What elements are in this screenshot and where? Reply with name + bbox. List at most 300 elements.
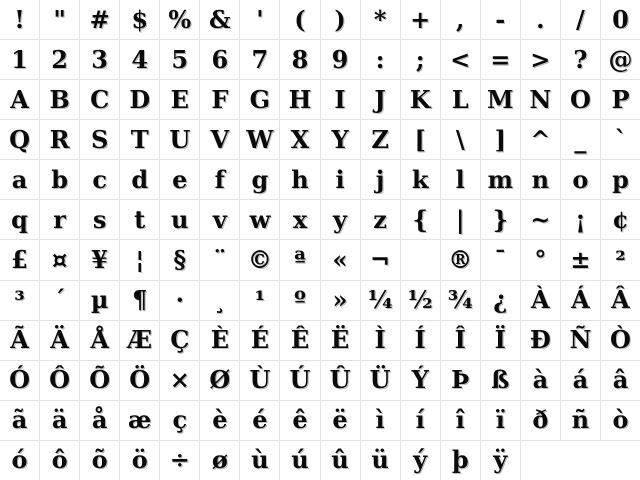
glyph-cell[interactable]	[441, 200, 480, 239]
glyph-cell[interactable]	[361, 80, 400, 119]
glyph: û	[331, 445, 349, 475]
glyph-cell[interactable]	[321, 40, 360, 79]
glyph-cell[interactable]	[321, 361, 360, 400]
glyph-cell[interactable]	[80, 361, 119, 400]
glyph-cell[interactable]	[40, 240, 79, 279]
glyph-cell[interactable]	[481, 40, 520, 79]
glyph-cell[interactable]	[0, 120, 39, 159]
glyph-cell[interactable]	[80, 401, 119, 440]
glyph: #	[89, 4, 110, 34]
glyph: Ï	[494, 325, 506, 355]
glyph: J	[374, 84, 386, 114]
glyph: ²	[615, 245, 626, 275]
glyph: 1	[11, 44, 28, 74]
glyph: Û	[329, 365, 351, 395]
glyph-cell[interactable]	[521, 321, 560, 360]
glyph-cell[interactable]	[561, 40, 600, 79]
empty-cells	[521, 441, 640, 480]
glyph: Õ	[89, 365, 111, 395]
glyph: é	[252, 405, 268, 435]
glyph: y	[333, 204, 347, 234]
glyph: ä	[51, 405, 68, 435]
glyph: ð	[532, 405, 549, 435]
glyph-cell[interactable]	[240, 80, 279, 119]
glyph: Z	[371, 124, 389, 154]
glyph-cell[interactable]	[601, 200, 640, 239]
glyph-cell[interactable]	[601, 160, 640, 199]
glyph-cell[interactable]	[601, 321, 640, 360]
glyph: ë	[332, 405, 348, 435]
glyph: W	[246, 124, 274, 154]
glyph-cell[interactable]	[200, 441, 239, 480]
glyph: ú	[291, 445, 309, 475]
glyph: K	[409, 84, 431, 114]
glyph-cell[interactable]	[160, 120, 199, 159]
glyph-cell[interactable]	[401, 120, 440, 159]
glyph-cell[interactable]	[481, 120, 520, 159]
glyph-cell[interactable]	[40, 80, 79, 119]
glyph-cell[interactable]	[401, 401, 440, 440]
glyph-cell[interactable]	[280, 80, 319, 119]
glyph: Ö	[129, 365, 151, 395]
glyph-cell[interactable]	[80, 0, 119, 39]
glyph: Î	[454, 325, 466, 355]
glyph-cell[interactable]	[441, 401, 480, 440]
glyph-cell[interactable]	[240, 401, 279, 440]
glyph-cell[interactable]	[200, 401, 239, 440]
glyph: 9	[331, 44, 349, 74]
glyph: h	[291, 164, 309, 194]
glyph-cell[interactable]	[40, 0, 79, 39]
glyph-cell[interactable]	[561, 401, 600, 440]
glyph-cell[interactable]	[200, 321, 239, 360]
glyph-cell[interactable]	[321, 160, 360, 199]
glyph: c	[92, 164, 107, 194]
glyph-cell[interactable]	[160, 401, 199, 440]
glyph-cell[interactable]	[481, 441, 520, 480]
glyph-cell[interactable]	[40, 200, 79, 239]
glyph: ¨	[213, 245, 226, 275]
glyph: â	[612, 365, 629, 395]
glyph-cell[interactable]	[361, 240, 400, 279]
glyph: Å	[90, 325, 109, 355]
glyph-cell[interactable]	[481, 401, 520, 440]
glyph: Ô	[49, 365, 71, 395]
glyph-cell[interactable]	[481, 0, 520, 39]
glyph-cell[interactable]	[481, 321, 520, 360]
glyph-cell[interactable]	[321, 80, 360, 119]
glyph-cell[interactable]	[120, 361, 159, 400]
glyph-cell[interactable]	[40, 281, 79, 320]
glyph-cell[interactable]	[521, 0, 560, 39]
glyph: (	[294, 4, 306, 34]
glyph-cell[interactable]	[40, 120, 79, 159]
glyph-cell[interactable]	[321, 200, 360, 239]
glyph-cell[interactable]	[401, 0, 440, 39]
glyph-cell[interactable]	[401, 361, 440, 400]
glyph: [	[414, 124, 426, 154]
glyph-cell[interactable]	[401, 40, 440, 79]
glyph: ¬	[370, 245, 391, 275]
glyph: M	[486, 84, 514, 114]
glyph-cell[interactable]	[561, 281, 600, 320]
glyph: ÿ	[493, 445, 508, 475]
glyph-cell[interactable]	[561, 200, 600, 239]
glyph-cell[interactable]	[441, 281, 480, 320]
glyph-cell[interactable]	[361, 160, 400, 199]
glyph-cell[interactable]	[200, 0, 239, 39]
glyph-cell[interactable]	[240, 120, 279, 159]
glyph-cell[interactable]	[441, 120, 480, 159]
glyph-cell[interactable]	[601, 281, 640, 320]
glyph-cell[interactable]	[280, 160, 319, 199]
glyph-cell[interactable]	[240, 0, 279, 39]
glyph: ¶	[132, 285, 148, 315]
glyph: ,	[456, 4, 465, 34]
glyph-cell[interactable]	[120, 0, 159, 39]
glyph-cell[interactable]	[80, 240, 119, 279]
glyph-cell[interactable]	[401, 240, 440, 279]
glyph-cell[interactable]	[280, 200, 319, 239]
glyph-cell[interactable]	[80, 321, 119, 360]
glyph-cell[interactable]	[80, 200, 119, 239]
glyph-cell[interactable]	[280, 401, 319, 440]
glyph-cell[interactable]	[0, 200, 39, 239]
glyph-cell[interactable]	[240, 281, 279, 320]
glyph: \	[455, 124, 465, 154]
glyph-cell[interactable]	[521, 361, 560, 400]
glyph: ñ	[571, 405, 590, 435]
glyph-cell[interactable]	[160, 441, 199, 480]
glyph-cell[interactable]	[200, 120, 239, 159]
glyph: »	[332, 285, 348, 315]
glyph: w	[249, 204, 271, 234]
glyph-cell[interactable]	[200, 160, 239, 199]
glyph-cell[interactable]	[160, 240, 199, 279]
glyph: l	[455, 164, 465, 194]
glyph: ¿	[493, 285, 508, 315]
glyph: Ü	[369, 365, 391, 395]
glyph: ó	[11, 445, 28, 475]
glyph: k	[411, 164, 429, 194]
glyph-cell[interactable]	[80, 281, 119, 320]
glyph: =	[490, 44, 511, 74]
glyph: L	[451, 84, 469, 114]
glyph-cell[interactable]	[0, 0, 39, 39]
glyph: Ä	[50, 325, 69, 355]
glyph-cell[interactable]	[561, 80, 600, 119]
glyph-cell[interactable]	[160, 200, 199, 239]
glyph-cell[interactable]	[280, 281, 319, 320]
glyph-cell[interactable]	[0, 321, 39, 360]
glyph-cell[interactable]	[0, 160, 39, 199]
glyph: ]	[494, 124, 506, 154]
glyph-cell[interactable]	[601, 361, 640, 400]
glyph-cell[interactable]	[120, 40, 159, 79]
glyph-cell[interactable]	[280, 321, 319, 360]
glyph: ¢	[612, 204, 629, 234]
glyph-cell[interactable]	[361, 200, 400, 239]
glyph-cell[interactable]	[200, 200, 239, 239]
glyph-cell[interactable]	[601, 80, 640, 119]
glyph: d	[131, 164, 149, 194]
glyph-cell[interactable]	[160, 160, 199, 199]
glyph: *	[373, 4, 387, 34]
glyph: µ	[90, 285, 109, 315]
glyph: À	[531, 285, 550, 315]
glyph-cell[interactable]	[321, 441, 360, 480]
glyph-cell[interactable]	[0, 240, 39, 279]
glyph-cell[interactable]	[401, 441, 440, 480]
glyph-cell[interactable]	[200, 281, 239, 320]
glyph-cell[interactable]	[441, 441, 480, 480]
glyph-cell[interactable]	[80, 120, 119, 159]
glyph-cell[interactable]	[240, 321, 279, 360]
glyph-cell[interactable]	[200, 240, 239, 279]
glyph-cell[interactable]	[441, 240, 480, 279]
glyph: §	[173, 245, 187, 275]
glyph: :	[375, 44, 385, 74]
glyph-cell[interactable]	[481, 160, 520, 199]
glyph-cell[interactable]	[160, 361, 199, 400]
glyph-cell[interactable]	[361, 321, 400, 360]
glyph-cell[interactable]	[280, 0, 319, 39]
glyph-cell[interactable]	[561, 120, 600, 159]
glyph-cell[interactable]	[521, 281, 560, 320]
glyph: ì	[375, 405, 385, 435]
glyph-cell[interactable]	[561, 321, 600, 360]
glyph-cell[interactable]	[0, 80, 39, 119]
glyph-cell[interactable]	[441, 40, 480, 79]
glyph-cell[interactable]	[160, 80, 199, 119]
glyph-cell[interactable]	[521, 200, 560, 239]
glyph: Ê	[290, 325, 310, 355]
glyph-cell[interactable]	[80, 80, 119, 119]
glyph-cell[interactable]	[240, 200, 279, 239]
glyph: ^	[530, 124, 551, 154]
glyph: «	[332, 245, 348, 275]
glyph: Ý	[411, 365, 429, 395]
glyph-cell[interactable]	[200, 40, 239, 79]
glyph-cell[interactable]	[601, 0, 640, 39]
glyph-cell[interactable]	[120, 80, 159, 119]
glyph-cell[interactable]	[120, 401, 159, 440]
glyph: S	[90, 124, 109, 154]
glyph: F	[211, 84, 229, 114]
glyph-cell[interactable]	[481, 80, 520, 119]
glyph: á	[572, 365, 589, 395]
glyph: ;	[415, 44, 425, 74]
glyph-cell[interactable]	[521, 80, 560, 119]
glyph: ´	[53, 285, 66, 315]
glyph-cell[interactable]	[200, 80, 239, 119]
glyph: 8	[291, 44, 309, 74]
glyph-cell[interactable]	[601, 120, 640, 159]
glyph-cell[interactable]	[120, 281, 159, 320]
glyph-cell[interactable]	[521, 160, 560, 199]
glyph-cell[interactable]	[601, 401, 640, 440]
glyph-cell[interactable]	[521, 40, 560, 79]
glyph: {	[412, 204, 428, 234]
glyph-cell[interactable]	[0, 281, 39, 320]
glyph-cell[interactable]	[481, 240, 520, 279]
glyph-cell[interactable]	[321, 0, 360, 39]
glyph: O	[569, 84, 591, 114]
glyph: -	[495, 4, 506, 34]
glyph: ·	[175, 285, 184, 315]
glyph: I	[334, 84, 346, 114]
glyph: ª	[294, 245, 306, 275]
glyph: e	[172, 164, 188, 194]
glyph-cell[interactable]	[120, 240, 159, 279]
glyph: D	[129, 84, 151, 114]
glyph: ß	[491, 365, 510, 395]
glyph-cell[interactable]	[321, 120, 360, 159]
glyph-cell[interactable]	[601, 40, 640, 79]
glyph-cell[interactable]	[561, 160, 600, 199]
glyph-cell[interactable]	[120, 321, 159, 360]
glyph-cell[interactable]	[361, 401, 400, 440]
glyph: V	[210, 124, 230, 154]
glyph-cell[interactable]	[280, 40, 319, 79]
glyph-cell[interactable]	[521, 240, 560, 279]
glyph-cell[interactable]	[441, 361, 480, 400]
glyph-cell[interactable]	[80, 441, 119, 480]
glyph: 4	[131, 44, 149, 74]
glyph-cell[interactable]	[321, 321, 360, 360]
glyph: j	[375, 164, 385, 194]
glyph: B	[49, 84, 70, 114]
glyph-cell[interactable]	[521, 401, 560, 440]
glyph-cell[interactable]	[80, 160, 119, 199]
glyph-cell[interactable]	[321, 401, 360, 440]
glyph: ã	[11, 405, 28, 435]
glyph: q	[11, 204, 28, 234]
glyph-cell[interactable]	[280, 441, 319, 480]
glyph: ò	[612, 405, 629, 435]
glyph: A	[10, 84, 29, 114]
glyph: Á	[571, 285, 590, 315]
glyph-cell[interactable]	[40, 321, 79, 360]
glyph-cell[interactable]	[441, 80, 480, 119]
glyph-cell[interactable]	[361, 0, 400, 39]
glyph-cell[interactable]	[80, 40, 119, 79]
glyph: G	[249, 84, 271, 114]
glyph-cell[interactable]	[280, 361, 319, 400]
glyph-cell[interactable]	[441, 0, 480, 39]
glyph-cell[interactable]	[40, 401, 79, 440]
glyph: m	[487, 164, 513, 194]
glyph-cell[interactable]	[481, 281, 520, 320]
glyph: s	[92, 204, 107, 234]
glyph-cell[interactable]	[0, 441, 39, 480]
glyph: _	[574, 124, 587, 154]
glyph-cell[interactable]	[240, 40, 279, 79]
glyph: $	[131, 4, 149, 34]
glyph-cell[interactable]	[321, 240, 360, 279]
glyph-cell[interactable]	[401, 200, 440, 239]
glyph: ³	[14, 285, 25, 315]
glyph-cell[interactable]	[441, 321, 480, 360]
glyph-cell[interactable]	[40, 441, 79, 480]
glyph-cell[interactable]	[601, 240, 640, 279]
glyph: ï	[495, 405, 505, 435]
glyph: 3	[91, 44, 108, 74]
glyph-cell[interactable]	[481, 200, 520, 239]
glyph-cell[interactable]	[561, 0, 600, 39]
glyph-cell[interactable]	[321, 281, 360, 320]
glyph-cell[interactable]	[280, 240, 319, 279]
glyph: ½	[407, 285, 433, 315]
glyph: Ç	[170, 325, 190, 355]
glyph-cell[interactable]	[40, 40, 79, 79]
glyph: %	[168, 4, 192, 34]
glyph-cell[interactable]	[240, 160, 279, 199]
glyph-cell[interactable]	[521, 120, 560, 159]
glyph: à	[532, 365, 549, 395]
glyph-cell[interactable]	[0, 361, 39, 400]
glyph: ~	[530, 204, 551, 234]
glyph: í	[415, 405, 425, 435]
glyph: Æ	[127, 325, 153, 355]
glyph-cell[interactable]	[280, 120, 319, 159]
glyph: a	[11, 164, 28, 194]
glyph-cell[interactable]	[160, 0, 199, 39]
glyph: è	[212, 405, 228, 435]
glyph-cell[interactable]	[401, 160, 440, 199]
glyph: H	[288, 84, 312, 114]
glyph-cell[interactable]	[240, 361, 279, 400]
glyph-cell[interactable]	[160, 321, 199, 360]
glyph-cell[interactable]	[160, 40, 199, 79]
glyph-cell[interactable]	[481, 361, 520, 400]
glyph-cell[interactable]	[401, 281, 440, 320]
glyph-cell[interactable]	[361, 441, 400, 480]
glyph-cell[interactable]	[40, 160, 79, 199]
glyph-cell[interactable]	[0, 401, 39, 440]
glyph-cell[interactable]	[401, 80, 440, 119]
glyph-cell[interactable]	[160, 281, 199, 320]
glyph-cell[interactable]	[40, 361, 79, 400]
glyph-cell[interactable]	[401, 321, 440, 360]
glyph: Ì	[374, 325, 386, 355]
glyph: ¹	[254, 285, 266, 315]
glyph: @	[608, 44, 633, 74]
glyph-cell[interactable]	[361, 40, 400, 79]
glyph-cell[interactable]	[441, 160, 480, 199]
glyph: "	[53, 4, 66, 34]
glyph-cell[interactable]	[561, 361, 600, 400]
glyph-cell[interactable]	[120, 160, 159, 199]
glyph-cell[interactable]	[120, 441, 159, 480]
glyph: P	[611, 84, 630, 114]
glyph-cell[interactable]	[120, 120, 159, 159]
glyph-cell[interactable]	[361, 361, 400, 400]
glyph-cell[interactable]	[0, 40, 39, 79]
glyph-cell[interactable]	[361, 281, 400, 320]
glyph: &	[209, 4, 231, 34]
glyph-cell[interactable]	[200, 361, 239, 400]
glyph: ¥	[91, 245, 108, 275]
glyph-cell[interactable]	[240, 240, 279, 279]
glyph: þ	[451, 445, 469, 475]
glyph-cell[interactable]	[361, 120, 400, 159]
glyph: Â	[611, 285, 630, 315]
glyph-cell[interactable]	[240, 441, 279, 480]
glyph-cell[interactable]	[120, 200, 159, 239]
glyph: å	[91, 405, 108, 435]
glyph-cell[interactable]	[561, 240, 600, 279]
